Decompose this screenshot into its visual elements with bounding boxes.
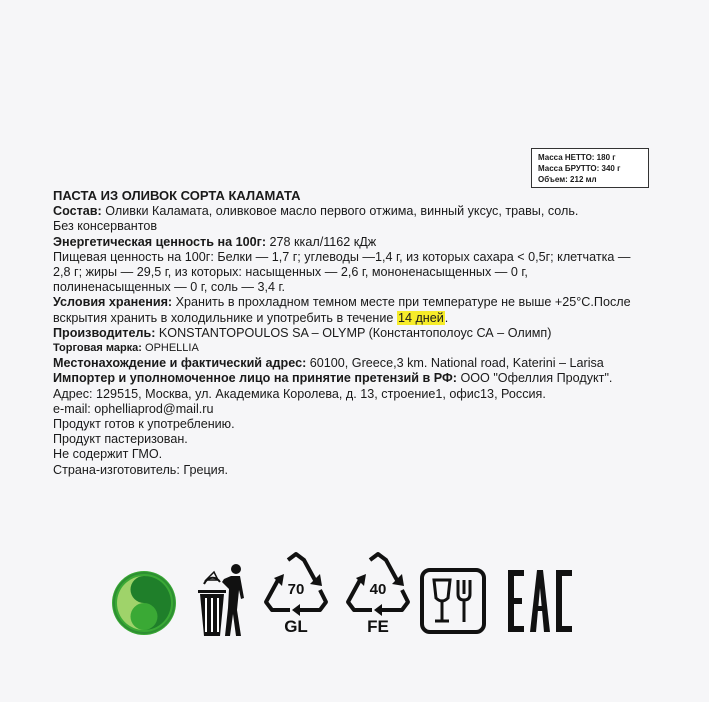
producer-address: Местонахождение и фактический адрес: 60100, Greece,3 km. National road, Katerini – Larisa [53, 356, 604, 371]
composition-note: Без консервантов [53, 219, 158, 234]
pasteurized: Продукт пастеризован. [53, 432, 188, 447]
recycle-glass-number: 70 [287, 581, 305, 598]
certification-icons [108, 548, 588, 648]
importer: Импортер и уполномоченное лицо на принятие претензий в РФ: ООО "Офеллия Продукт". [53, 371, 613, 386]
green-dot-icon [111, 570, 177, 636]
storage-days-highlight: 14 дней [397, 310, 444, 325]
gross-mass: Масса БРУТТО: 340 г [538, 164, 621, 173]
recycle-glass-icon [260, 550, 332, 634]
energy-value: Энергетическая ценность на 100г: 278 ккал/1162 кДж [53, 234, 377, 249]
tidyman-bin-icon [192, 562, 254, 638]
gmo-free: Не содержит ГМО. [53, 447, 163, 462]
eac-mark-icon [506, 568, 576, 634]
nutrition-line-3: полиненасыщенных — 0 г, соль — 3,4 г. [53, 280, 286, 295]
net-mass: Масса НЕТТО: 180 г [538, 153, 616, 162]
product-label-text [53, 188, 683, 478]
storage-conditions: Условия хранения: Хранить в прохладном темном месте при температуре не выше +25°С.После [53, 295, 631, 310]
recycle-steel-icon [342, 550, 414, 634]
email: e-mail: ophelliaprod@mail.ru [53, 401, 214, 416]
ready-to-eat: Продукт готов к употреблению. [53, 417, 235, 432]
importer-address: Адрес: 129515, Москва, ул. Академика Королева, д. 13, строение1, офис13, Россия. [53, 386, 546, 401]
mass-info-box [531, 148, 649, 188]
nutrition-line-2: 2,8 г; жиры — 29,5 г, из которых: насыщенных — 2,6 г, мононенасыщенных — 0 г, [53, 265, 528, 280]
food-safe-icon [420, 568, 486, 634]
recycle-steel-number: 40 [369, 581, 387, 598]
trademark: Торговая марка: OPHELLIA [53, 342, 199, 355]
producer: Производитель: KONSTANTOPOULOS SA – OLYMP (Константополоус СА – Олимп) [53, 325, 552, 340]
recycle-glass-code: GL [284, 617, 308, 634]
storage-conditions-2: вскрытия хранить в холодильнике и употребить в течение 14 дней. [53, 310, 449, 325]
volume: Объем: 212 мл [538, 175, 597, 184]
recycle-steel-code: FE [367, 617, 389, 634]
nutrition-line-1: Пищевая ценность на 100г: Белки — 1,7 г; углеводы —1,4 г, из которых сахара < 0,5г; клетчатка — [53, 249, 631, 264]
composition: Состав: Оливки Каламата, оливковое масло первого отжима, винный уксус, травы, соль. [53, 204, 579, 219]
country-of-origin: Страна-изготовитель: Греция. [53, 462, 229, 477]
product-title: ПАСТА ИЗ ОЛИВОК СОРТА КАЛАМАТА [53, 188, 301, 203]
